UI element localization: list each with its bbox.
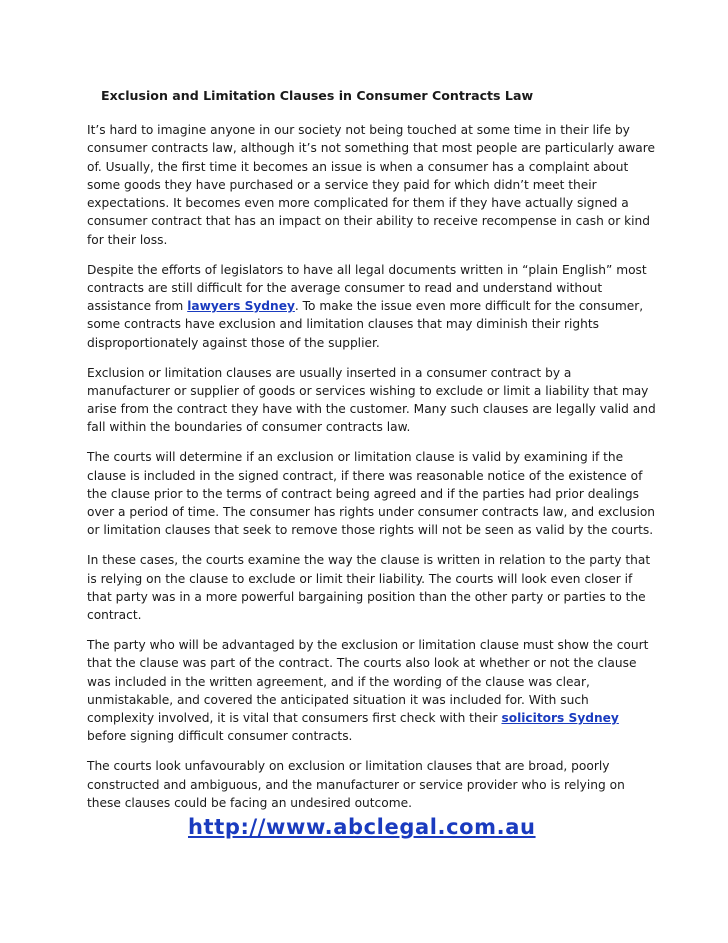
paragraph-2 [87,261,647,352]
text-line: fall within the boundaries of consumer contracts law. [87,420,411,435]
website-url-link[interactable]: http://www.abclegal.com.au [188,815,536,839]
text-line: these clauses could be facing an undesired outcome. [87,795,412,810]
text-line: consumer contracts law, although it’s not something that most people are particularly aware [87,141,656,156]
text-line: Despite the efforts of legislators to have all legal documents written in “plain English” most [87,262,647,277]
paragraph-4 [87,448,656,539]
text-line: arise from the contract they have with the customer. Many such clauses are legally valid and [87,402,656,417]
text-line: the clause prior to the terms of contract being agreed and if the parties had prior dealings [87,486,640,501]
text-line: before signing difficult consumer contracts. [87,729,353,744]
paragraph-5 [87,551,651,624]
text-line: some goods they have purchased or a service they paid for which didn’t meet their [87,177,597,192]
text-line: clause is included in the signed contract, if there was reasonable notice of the existence of [87,468,643,483]
text-line: It’s hard to imagine anyone in our society not being touched at some time in their life by [87,123,630,137]
text-line: contract. [87,608,142,623]
text-line: of. Usually, the first time it becomes an issue is when a consumer has a complaint about [87,159,629,174]
text-line: The courts will determine if an exclusion or limitation clause is valid by examining if the [87,450,624,465]
paragraph-7 [87,757,647,812]
text-fragment: . To make the issue even more difficult for the consumer, [294,299,644,314]
text-line: manufacturer or supplier of goods or services wishing to exclude or limit a liability that may [87,383,649,398]
text-line: over a period of time. The consumer has rights under consumer contracts law, and exclusion [87,505,656,520]
solicitors-sydney-link[interactable]: solicitors Sydney [501,711,619,726]
text-line: Exclusion or limitation clauses are usually inserted in a consumer contract by a [87,365,572,380]
text-line-with-link [87,709,647,727]
text-line: consumer contract that has an impact on their ability to receive recompense in cash or kind [87,214,650,229]
text-line: The courts look unfavourably on exclusion or limitation clauses that are broad, poorly [87,759,610,774]
text-fragment: complexity involved, it is vital that consumers first check with their [87,711,502,726]
text-line: for their loss. [87,232,168,247]
text-line: that the clause was part of the contract. The courts also look at whether or not the clause [87,656,637,671]
text-line: was included in the written agreement, and if the wording of the clause was clear, [87,674,590,689]
text-line: some contracts have exclusion and limitation clauses that may diminish their rights [87,317,599,332]
text-line: constructed and ambiguous, and the manufacturer or service provider who is relying on [87,777,625,792]
text-line-with-link [87,297,647,315]
text-line: The party who will be advantaged by the exclusion or limitation clause must show the court [87,637,649,652]
lawyers-sydney-link[interactable]: lawyers Sydney [187,299,295,314]
text-line: or limitation clauses that seek to remove those rights will not be seen as valid by the courts. [87,523,654,538]
text-line: contracts are still difficult for the average consumer to read and understand without [87,280,603,295]
text-line: is relying on the clause to exclude or limit their liability. The courts will look even closer if [87,571,633,586]
paragraph-1 [87,121,656,249]
document-body [87,121,656,824]
text-line: that party was in a more powerful bargaining position than the other party or parties to the [87,589,646,604]
text-line: expectations. It becomes even more complicated for them if they have actually signed a [87,196,629,211]
text-line: unmistakable, and covered the anticipated situation it was included for. With such [87,692,589,707]
text-line: In these cases, the courts examine the way the clause is written in relation to the party that [87,553,651,568]
text-fragment: assistance from [87,299,188,314]
document-title: Exclusion and Limitation Clauses in Consumer Contracts Law [101,88,534,103]
paragraph-6 [87,636,647,746]
text-line: disproportionately against those of the supplier. [87,335,380,350]
paragraph-3 [87,364,656,437]
